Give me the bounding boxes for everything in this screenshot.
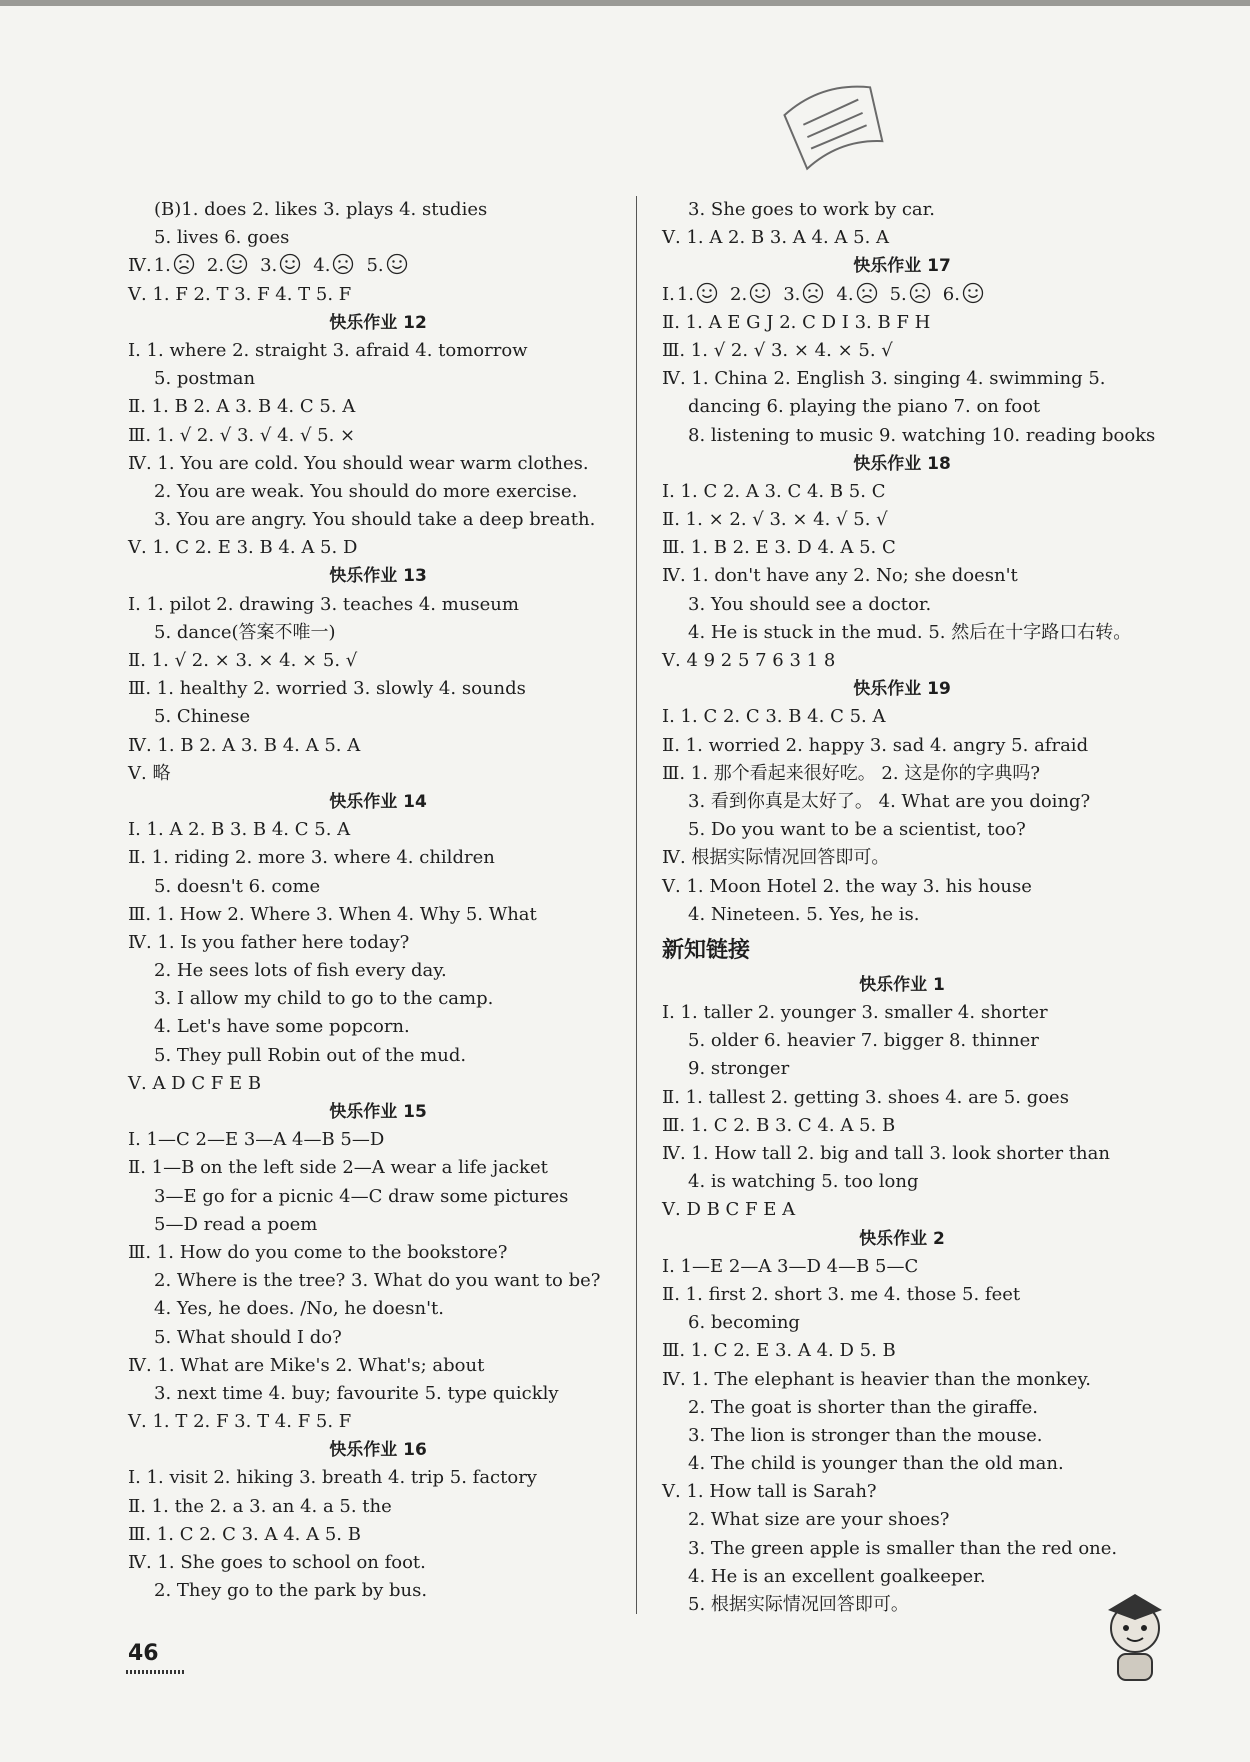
- answer-line: 3. I allow my child to go to the camp.: [154, 988, 494, 1010]
- answer-line: Ⅳ. 1. What are Mike's 2. What's; about: [128, 1354, 485, 1376]
- roman-label: Ⅰ.: [662, 283, 675, 305]
- roman-label: Ⅳ.: [128, 255, 152, 277]
- answer-line: 5. dance(答案不唯一): [154, 621, 336, 643]
- answer-line: Ⅰ. 1. visit 2. hiking 3. breath 4. trip 5. factory: [128, 1467, 537, 1489]
- answer-line: Ⅲ. 1. √ 2. √ 3. × 4. × 5. √: [662, 339, 893, 361]
- answer-line: 4. Let's have some popcorn.: [154, 1016, 410, 1038]
- answer-line: Ⅱ. 1. worried 2. happy 3. sad 4. angry 5. afraid: [662, 734, 1089, 756]
- answer-line: Ⅱ. 1. the 2. a 3. an 4. a 5. the: [128, 1495, 392, 1517]
- answer-line: Ⅴ. 1. C 2. E 3. B 4. A 5. D: [128, 537, 358, 559]
- answer-line: Ⅱ. 1. √ 2. × 3. × 4. × 5. √: [128, 650, 358, 671]
- answer-line: Ⅱ. 1. × 2. √ 3. × 4. √ 5. √: [662, 509, 888, 531]
- answer-line: 3—E go for a picnic 4—C draw some pictures: [154, 1185, 569, 1207]
- answer-line: 9. stronger: [688, 1058, 790, 1080]
- item-number: 2.: [730, 283, 748, 305]
- item-number: 4.: [836, 283, 854, 305]
- answer-line: Ⅴ. 4 9 2 5 7 6 3 1 8: [662, 650, 836, 671]
- item-number: 2.: [206, 255, 225, 277]
- sad-face-icon: [909, 282, 931, 304]
- mascot-icon: [1090, 1580, 1180, 1690]
- answer-line: (B)1. does 2. likes 3. plays 4. studies: [154, 199, 488, 220]
- right-column: [662, 196, 1156, 1619]
- answer-line: Ⅴ. D B C F E A: [662, 1199, 796, 1221]
- answer-line: Ⅴ. 略: [128, 762, 171, 784]
- answer-line: Ⅱ. 1. first 2. short 3. me 4. those 5. feet: [662, 1283, 1021, 1305]
- answer-line: Ⅰ. 1—E 2—A 3—D 4—B 5—C: [662, 1255, 919, 1277]
- answer-line: 5. 根据实际情况回答即可。: [688, 1594, 909, 1615]
- answer-line: dancing 6. playing the piano 7. on foot: [688, 396, 1041, 418]
- face-answer-line: [128, 252, 628, 280]
- happy-face-icon: [749, 282, 771, 304]
- happy-face-icon: [696, 282, 718, 304]
- answer-line: 2. You are weak. You should do more exercise.: [154, 480, 578, 502]
- answer-line: 3. You are angry. You should take a deep breath.: [154, 509, 596, 531]
- exercise-heading: 快乐作业 16: [329, 1440, 427, 1461]
- happy-face-icon: [962, 282, 984, 304]
- answer-line: Ⅲ. 1. C 2. B 3. C 4. A 5. B: [662, 1114, 896, 1136]
- happy-face-icon: [279, 253, 301, 275]
- answer-line: 4. is watching 5. too long: [688, 1171, 919, 1193]
- answer-line: Ⅲ. 1. B 2. E 3. D 4. A 5. C: [662, 537, 896, 559]
- item-number: 3.: [260, 255, 278, 277]
- answer-line: 2. The goat is shorter than the giraffe.: [688, 1396, 1038, 1418]
- page-number: 46: [128, 1641, 159, 1666]
- answer-line: Ⅳ. 1. How tall 2. big and tall 3. look shorter than: [662, 1143, 1110, 1164]
- answer-line: 4. The child is younger than the old man.: [688, 1453, 1064, 1475]
- column-divider: [636, 196, 637, 1614]
- happy-face-icon: [226, 253, 248, 275]
- answer-line: Ⅰ. 1. C 2. A 3. C 4. B 5. C: [662, 480, 886, 502]
- sad-face-icon: [173, 253, 195, 275]
- answer-line: 5—D read a poem: [154, 1213, 318, 1235]
- answer-line: 4. Yes, he does. /No, he doesn't.: [154, 1298, 445, 1320]
- answer-line: 3. The lion is stronger than the mouse.: [688, 1424, 1043, 1446]
- answer-line: Ⅰ. 1. pilot 2. drawing 3. teaches 4. museum: [128, 593, 519, 615]
- answer-line: 3. She goes to work by car.: [688, 199, 936, 220]
- exercise-heading: 快乐作业 12: [329, 312, 427, 333]
- answer-line: Ⅳ. 1. She goes to school on foot.: [128, 1552, 426, 1573]
- answer-line: Ⅲ. 1. healthy 2. worried 3. slowly 4. sounds: [128, 678, 526, 700]
- answer-line: 3. next time 4. buy; favourite 5. type quickly: [154, 1382, 559, 1404]
- answer-line: Ⅳ. 1. The elephant is heavier than the monkey.: [662, 1368, 1091, 1390]
- item-number: 1.: [153, 255, 171, 277]
- answer-line: Ⅳ. 根据实际情况回答即可。: [662, 847, 890, 869]
- exercise-heading: 快乐作业 13: [329, 566, 427, 587]
- answer-line: 2. He sees lots of fish every day.: [154, 960, 447, 982]
- answer-line: 5. lives 6. goes: [154, 227, 290, 249]
- answer-line: 3. The green apple is smaller than the red one.: [688, 1537, 1118, 1559]
- exercise-heading: 快乐作业 2: [859, 1228, 945, 1249]
- answer-line: Ⅳ. 1. You are cold. You should wear warm clothes.: [128, 452, 589, 474]
- answer-line: Ⅱ. 1. tallest 2. getting 3. shoes 4. are 5. goes: [662, 1086, 1069, 1108]
- answer-line: Ⅳ. 1. Is you father here today?: [128, 931, 410, 953]
- answer-line: Ⅱ. 1—B on the left side 2—A wear a life jacket: [128, 1157, 548, 1179]
- exercise-heading: 快乐作业 18: [853, 453, 951, 474]
- answer-line: Ⅲ. 1. C 2. C 3. A 4. A 5. B: [128, 1523, 361, 1545]
- answer-line: 5. Chinese: [154, 706, 251, 728]
- face-answer-line: [662, 281, 1142, 309]
- answer-line: Ⅱ. 1. A E G J 2. C D I 3. B F H: [662, 311, 931, 333]
- answer-line: 2. What size are your shoes?: [688, 1509, 950, 1531]
- answer-line: 5. older 6. heavier 7. bigger 8. thinner: [688, 1030, 1039, 1052]
- answer-line: 2. They go to the park by bus.: [154, 1580, 428, 1602]
- page-number-underline: [126, 1670, 186, 1674]
- answer-line: Ⅲ. 1. How do you come to the bookstore?: [128, 1241, 508, 1263]
- item-number: 6.: [942, 283, 960, 305]
- answer-line: Ⅰ. 1. where 2. straight 3. afraid 4. tomorrow: [128, 339, 528, 361]
- item-number: 5.: [889, 283, 907, 305]
- happy-face-icon: [386, 253, 408, 275]
- answer-line: 4. He is stuck in the mud. 5. 然后在十字路口右转。: [688, 621, 1132, 643]
- answer-line: Ⅴ. 1. F 2. T 3. F 4. T 5. F: [128, 283, 352, 305]
- sad-face-icon: [332, 253, 354, 275]
- answer-line: Ⅳ. 1. China 2. English 3. singing 4. swimming 5.: [662, 368, 1106, 390]
- item-number: 1.: [676, 283, 695, 305]
- answer-line: 6. becoming: [688, 1312, 800, 1334]
- answer-line: Ⅴ. 1. Moon Hotel 2. the way 3. his house: [662, 875, 1032, 897]
- stamp-logo-icon: [770, 70, 900, 180]
- answer-line: 5. postman: [154, 368, 256, 390]
- answer-line: 4. He is an excellent goalkeeper.: [688, 1565, 986, 1587]
- answer-line: 5. doesn't 6. come: [154, 875, 321, 897]
- item-number: 4.: [313, 255, 331, 277]
- answer-line: 5. They pull Robin out of the mud.: [154, 1044, 467, 1066]
- answer-line: Ⅳ. 1. don't have any 2. No; she doesn't: [662, 565, 1018, 587]
- item-number: 3.: [783, 283, 801, 305]
- sad-face-icon: [802, 282, 824, 304]
- answer-line: Ⅰ. 1. taller 2. younger 3. smaller 4. shorter: [662, 1002, 1048, 1024]
- answer-line: Ⅳ. 1. B 2. A 3. B 4. A 5. A: [128, 734, 361, 756]
- answer-line: 2. Where is the tree? 3. What do you want to be?: [154, 1270, 601, 1292]
- answer-line: Ⅰ. 1. A 2. B 3. B 4. C 5. A: [128, 819, 351, 841]
- exercise-heading: 快乐作业 14: [329, 791, 427, 812]
- section-title: 新知链接: [662, 937, 751, 963]
- answer-line: 8. listening to music 9. watching 10. reading books: [688, 424, 1156, 446]
- exercise-heading: 快乐作业 17: [853, 256, 951, 277]
- page-edge: [0, 0, 1250, 6]
- answer-line: Ⅴ. 1. A 2. B 3. A 4. A 5. A: [662, 227, 890, 249]
- answer-line: Ⅲ. 1. C 2. E 3. A 4. D 5. B: [662, 1340, 896, 1362]
- answer-line: Ⅰ. 1. C 2. C 3. B 4. C 5. A: [662, 706, 886, 728]
- answer-line: 5. Do you want to be a scientist, too?: [688, 819, 1026, 841]
- item-number: 5.: [366, 255, 384, 277]
- answer-line: Ⅲ. 1. How 2. Where 3. When 4. Why 5. What: [128, 903, 537, 925]
- answer-line: Ⅴ. 1. T 2. F 3. T 4. F 5. F: [128, 1411, 352, 1433]
- answer-line: 3. You should see a doctor.: [688, 593, 932, 615]
- exercise-heading: 快乐作业 19: [853, 679, 951, 700]
- answer-line: Ⅱ. 1. B 2. A 3. B 4. C 5. A: [128, 396, 356, 418]
- exercise-heading: 快乐作业 15: [329, 1102, 427, 1122]
- answer-line: Ⅲ. 1. 那个看起来很好吃。 2. 这是你的字典吗?: [662, 762, 1040, 784]
- left-column: [128, 196, 628, 1605]
- answer-line: Ⅰ. 1—C 2—E 3—A 4—B 5—D: [128, 1129, 385, 1151]
- answer-line: 3. 看到你真是太好了。 4. What are you doing?: [688, 790, 1091, 812]
- answer-line: Ⅴ. A D C F E B: [128, 1072, 262, 1094]
- answer-line: 5. What should I do?: [154, 1326, 342, 1348]
- answer-line: Ⅴ. 1. How tall is Sarah?: [662, 1481, 877, 1503]
- answer-line: Ⅲ. 1. √ 2. √ 3. √ 4. √ 5. ×: [128, 424, 356, 446]
- answer-line: 4. Nineteen. 5. Yes, he is.: [688, 903, 920, 925]
- sad-face-icon: [856, 282, 878, 304]
- answer-line: Ⅱ. 1. riding 2. more 3. where 4. children: [128, 847, 495, 869]
- exercise-heading: 快乐作业 1: [859, 974, 945, 995]
